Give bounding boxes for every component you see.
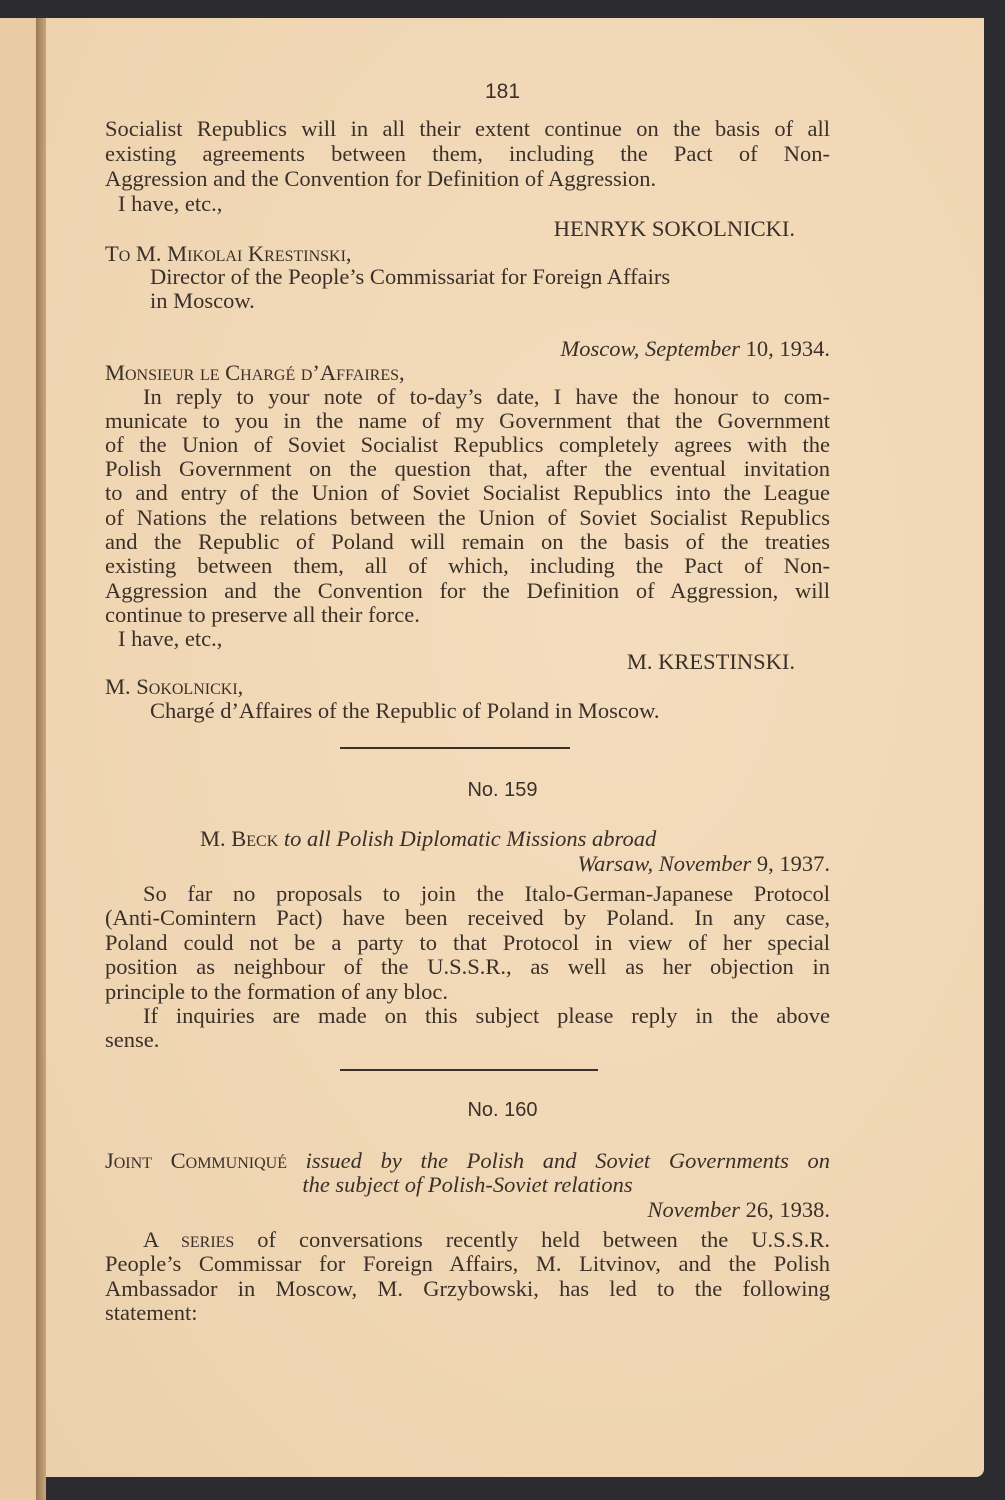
body-line	[105, 1300, 505, 1325]
text-run: M. Sokolnicki,	[105, 674, 244, 699]
text-run: Aggression and the Convention for the Definition of Aggression, will	[105, 578, 830, 603]
body-line	[105, 905, 830, 930]
text-run: the subject of Polish-Soviet relations	[302, 1172, 633, 1197]
text-run: M. KRESTINSKI.	[626, 649, 795, 674]
signature	[400, 649, 795, 674]
body-line	[143, 881, 830, 906]
text-run: Warsaw, November	[577, 851, 752, 876]
text-run: In reply to your note of to-day’s date, I have the honour to com-	[143, 384, 830, 409]
addressee-line	[150, 264, 830, 289]
body-line	[105, 166, 830, 191]
body-line	[105, 979, 830, 1004]
body-line	[105, 141, 830, 166]
body-line	[105, 930, 830, 955]
text-run: in Moscow.	[150, 288, 255, 313]
document-heading	[105, 1172, 830, 1197]
signature	[400, 216, 795, 241]
body-line	[105, 553, 830, 578]
text-run: If inquiries are made on this subject please reply in the above	[143, 1003, 830, 1028]
text-run: 9, 1937.	[751, 851, 830, 876]
text-run: People’s Commissar for Foreign Affairs, M. Litvinov, and the Polish	[105, 1251, 830, 1276]
text-run: M. Beck	[200, 826, 279, 851]
text-run: Aggression and the Convention for Definition of Aggression.	[105, 166, 657, 191]
text-run: Socialist Republics will in all their extent continue on the basis of all	[105, 116, 830, 141]
text-run: issued by the Polish and Soviet Governments on	[286, 1148, 830, 1173]
body-line	[105, 432, 830, 457]
body-line	[143, 1227, 830, 1252]
text-run: I have, etc.,	[118, 626, 223, 651]
text-run: I have, etc.,	[118, 191, 223, 216]
closing-line	[118, 626, 418, 651]
dateline	[400, 336, 830, 361]
text-run: 26, 1938.	[740, 1197, 830, 1222]
text-run: A	[143, 1227, 181, 1252]
text-run: Joint Communiqué	[105, 1148, 287, 1173]
body-line	[105, 954, 830, 979]
dateline	[400, 851, 830, 876]
text-run: of Nations the relations between the Union of Soviet Socialist Republics	[105, 505, 830, 530]
addressee	[105, 674, 505, 699]
text-run: Chargé d’Affaires of the Republic of Poland in Moscow.	[150, 698, 660, 723]
text-run: and the Republic of Poland will remain on the basis of the treaties	[105, 529, 830, 554]
document-heading	[105, 1148, 830, 1173]
body-line	[105, 1276, 830, 1301]
text-run: municate to you in the name of my Government that the Government	[105, 408, 830, 433]
body-line	[105, 408, 830, 433]
salutation	[105, 360, 605, 385]
closing-line	[118, 191, 418, 216]
body-line	[105, 1027, 405, 1052]
body-line	[143, 384, 830, 409]
body-line	[105, 116, 830, 141]
body-line	[105, 578, 830, 603]
text-run: November	[647, 1197, 740, 1222]
text-run: of conversations recently held between the U.S.S.R.	[234, 1227, 830, 1252]
body-line	[105, 505, 830, 530]
text-run: Director of the People’s Commissariat for Foreign Affairs	[150, 264, 671, 289]
body-line	[105, 529, 830, 554]
text-run: 10, 1934.	[740, 336, 830, 361]
text-run: continue to preserve all their force.	[105, 602, 420, 627]
text-run: So far no proposals to join the Italo-German-Japanese Protocol	[143, 881, 830, 906]
text-run: existing between them, all of which, including the Pact of Non-	[105, 553, 830, 578]
text-run: Poland could not be a party to that Protocol in view of her special	[105, 930, 830, 955]
text-run: Ambassador in Moscow, M. Grzybowski, has led to the following	[105, 1276, 830, 1301]
text-run: Polish Government on the question that, after the eventual invitation	[105, 456, 830, 481]
text-run: Moscow, September	[560, 336, 740, 361]
addressee	[105, 241, 605, 266]
body-line	[143, 1003, 830, 1028]
text-run: position as neighbour of the U.S.S.R., as well as her objection in	[105, 954, 830, 979]
body-line	[105, 480, 830, 505]
addressee-line	[150, 698, 830, 723]
text-run: To M. Mikolai Krestinski,	[105, 241, 352, 266]
dateline	[400, 1197, 830, 1222]
text-run: sense.	[105, 1027, 160, 1052]
text-run: principle to the formation of any bloc.	[105, 979, 449, 1004]
text-run: Monsieur le Chargé d’Affaires,	[105, 360, 405, 385]
document-heading	[200, 826, 830, 851]
text-run: No. 160	[467, 1099, 538, 1121]
text-run: to and entry of the Union of Soviet Socialist Republics into the League	[105, 480, 830, 505]
text-run: of the Union of Soviet Socialist Republics completely agrees with the	[105, 432, 830, 457]
text-run: to all Polish Diplomatic Missions abroad	[278, 826, 657, 851]
body-line	[105, 456, 830, 481]
addressee-line	[150, 288, 450, 313]
document-number	[0, 1098, 1005, 1123]
document-number	[0, 778, 1005, 803]
body-line	[105, 1251, 830, 1276]
text-run: No. 159	[467, 779, 538, 801]
section-divider	[340, 1069, 598, 1071]
body-line	[105, 602, 830, 627]
text-run: (Anti-Comintern Pact) have been received by Poland. In any case,	[105, 905, 830, 930]
text-run: series	[180, 1227, 235, 1252]
text-run: statement:	[105, 1300, 198, 1325]
text-run: HENRYK SOKOLNICKI.	[553, 216, 795, 241]
adjacent-page-edge	[0, 18, 36, 1500]
book-spine	[36, 18, 46, 1500]
page-number: 181	[484, 80, 521, 103]
section-divider	[340, 747, 570, 749]
text-run: existing agreements between them, including the Pact of Non-	[105, 141, 830, 166]
